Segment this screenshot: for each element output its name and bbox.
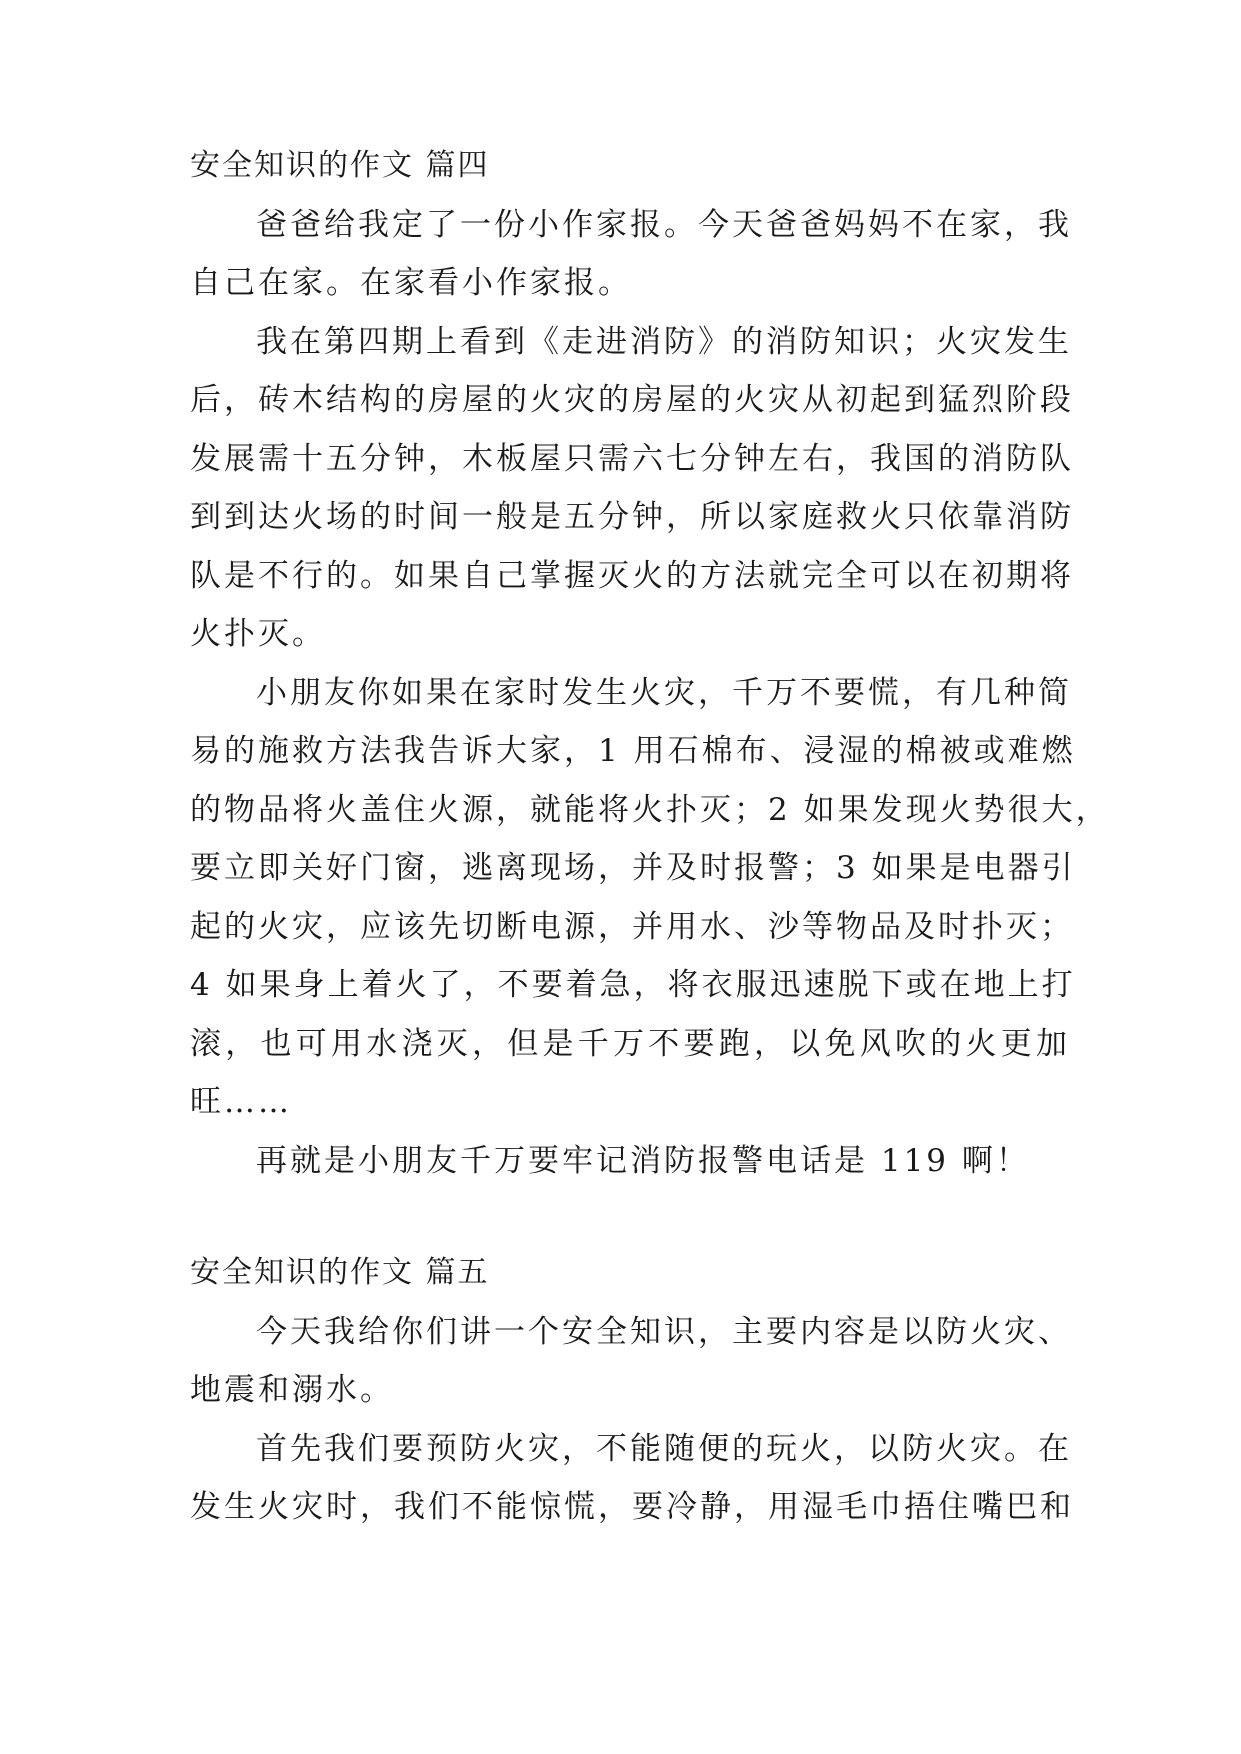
section-four	[190, 137, 1110, 1190]
section-five-heading: 安全知识的作文 篇五	[190, 1255, 490, 1290]
section-four-heading: 安全知识的作文 篇四	[190, 148, 490, 183]
paragraph-line: 小朋友你如果在家时发生火灾，千万不要慌，有几种简	[256, 674, 1072, 711]
paragraph-line: 爸爸给我定了一份小作家报。今天爸爸妈妈不在家，我	[256, 206, 1072, 243]
paragraph	[190, 1132, 1070, 1191]
paragraph-line: 旺……	[190, 1084, 292, 1120]
paragraph	[190, 664, 1110, 1132]
paragraph-line: 的物品将火盖住火源，就能将火扑灭；2 如果发现火势很大，	[190, 791, 1110, 828]
paragraph-line: 滚，也可用水浇灭，但是千万不要跑，以免风吹的火更加	[190, 1025, 1070, 1062]
paragraph-line: 队是不行的。如果自己掌握灭火的方法就完全可以在初期将	[190, 557, 1074, 594]
paragraph-line: 发生火灾时，我们不能惊慌，要冷静，用湿毛巾捂住嘴巴和	[190, 1489, 1074, 1525]
paragraph-line: 火扑灭。	[190, 616, 326, 652]
paragraph	[190, 1420, 1074, 1537]
paragraph-line: 起的火灾，应该先切断电源，并用水、沙等物品及时扑灭；	[190, 908, 1074, 945]
paragraph	[190, 1303, 1070, 1420]
section-five	[190, 1244, 1074, 1537]
paragraph-line: 后，砖木结构的房屋的火灾的房屋的火灾从初起到猛烈阶段	[190, 382, 1074, 418]
paragraph-line: 我在第四期上看到《走进消防》的消防知识；火灾发生	[256, 323, 1072, 360]
paragraph-line: 今天我给你们讲一个安全知识，主要内容是以防火灾、	[256, 1313, 1072, 1350]
paragraph-line: 4 如果身上着火了，不要着急，将衣服迅速脱下或在地上打	[190, 967, 1076, 1003]
paragraph-line: 自己在家。在家看小作家报。	[190, 265, 632, 301]
paragraph-line: 再就是小朋友千万要牢记消防报警电话是 119 啊！	[256, 1142, 1030, 1179]
paragraph	[190, 196, 1070, 313]
paragraph-line: 到到达火场的时间一般是五分钟，所以家庭救火只依靠消防	[190, 499, 1074, 535]
paragraph-line: 首先我们要预防火灾，不能随便的玩火，以防火灾。在	[256, 1430, 1072, 1467]
paragraph-line: 易的施救方法我告诉大家，1 用石棉布、浸湿的棉被或难燃	[190, 733, 1076, 769]
paragraph-line: 发展需十五分钟，木板屋只需六七分钟左右，我国的消防队	[190, 440, 1074, 477]
paragraph-line: 要立即关好门窗，逃离现场，并及时报警；3 如果是电器引	[190, 850, 1076, 886]
paragraph-line: 地震和溺水。	[190, 1372, 394, 1408]
paragraph	[190, 313, 1074, 664]
